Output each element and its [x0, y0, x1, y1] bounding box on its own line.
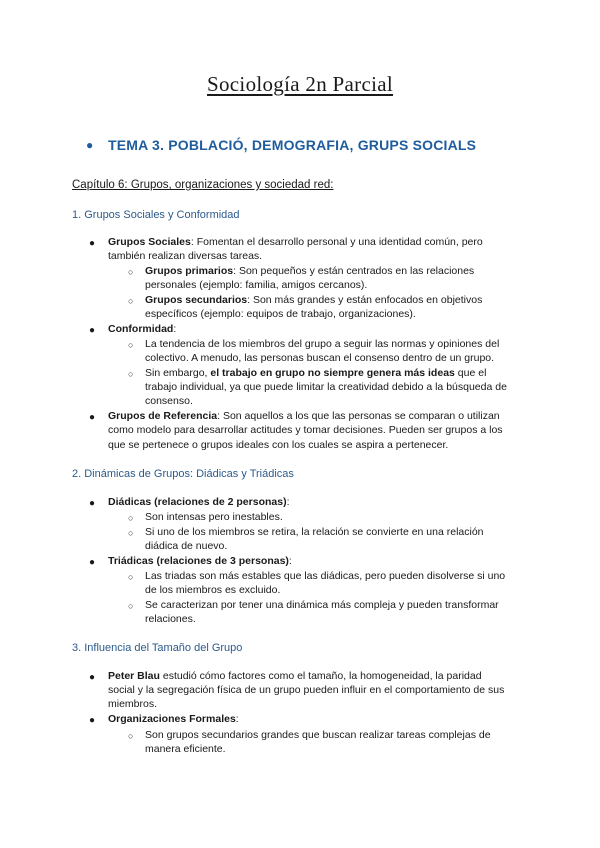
bullet-icon: ○ [128, 572, 134, 582]
section-heading: 2. Dinámicas de Grupos: Diádicas y Triádicas [72, 468, 294, 480]
list-item: Diádicas (relaciones de 2 personas): [108, 496, 290, 508]
tema-heading-text: TEMA 3. POBLACIÓ, DEMOGRAFIA, GRUPS SOCIALS [108, 137, 477, 153]
list-item-continuation: de los miembros es excluido. [145, 584, 281, 596]
document-title: Sociología 2n Parcial [207, 72, 393, 96]
bullet-icon: ○ [128, 296, 134, 306]
list-item-continuation: relaciones. [145, 613, 196, 625]
list-item: Grupos primarios: Son pequeños y están centrados en las relaciones [145, 265, 475, 277]
list-item-continuation: manera eficiente. [145, 743, 226, 755]
list-item: Grupos secundarios: Son más grandes y están enfocados en objetivos [145, 294, 483, 306]
list-item-continuation: diádica de nuevo. [145, 540, 228, 552]
bullet-icon: ○ [128, 601, 134, 611]
tema-heading [88, 137, 476, 153]
bullet-icon: ● [89, 325, 96, 336]
list-item: Sin embargo, el trabajo en grupo no siempre genera más ideas que el [145, 367, 487, 379]
list-item: Grupos Sociales: Fomentan el desarrollo personal y una identidad común, pero [108, 236, 483, 248]
list-item-continuation: miembros. [108, 698, 158, 710]
list-item-continuation: personales (ejemplo: familia, amigos cercanos). [145, 279, 368, 291]
list-item-continuation: que se pertenece o grupos ideales con los cuales se aspira a pertenecer. [108, 439, 449, 451]
bullet-icon: ○ [128, 340, 134, 350]
list-item-continuation: específicos (ejemplo: equipos de trabajo, organizaciones). [145, 308, 416, 320]
list-item-continuation: también realizan diversas tareas. [108, 250, 263, 262]
list-item: La tendencia de los miembros del grupo a seguir las normas y opiniones del [145, 338, 500, 350]
bullet-icon: ● [89, 412, 96, 423]
bullet-icon: ● [89, 672, 96, 683]
list-item: Triádicas (relaciones de 3 personas): [108, 555, 292, 567]
list-item: Conformidad: [108, 323, 177, 335]
list-item: Son intensas pero inestables. [145, 511, 283, 523]
section-heading: 1. Grupos Sociales y Conformidad [72, 209, 240, 221]
list-item: Peter Blau estudió cómo factores como el tamaño, la homogeneidad, la paridad [108, 670, 482, 682]
bullet-icon: ● [89, 557, 96, 568]
list-item: Las triadas son más estables que las diádicas, pero pueden disolverse si uno [145, 570, 506, 582]
bullet-icon: ● [89, 498, 96, 509]
section-heading: 3. Influencia del Tamaño del Grupo [72, 642, 243, 654]
bullet-icon: ○ [128, 369, 134, 379]
bullet-icon: ○ [128, 528, 134, 538]
list-item: Si uno de los miembros se retira, la relación se convierte en una relación [145, 526, 484, 538]
list-item-continuation: colectivo. A menudo, las personas buscan el consenso dentro de un grupo. [145, 352, 495, 364]
list-item-continuation: trabajo individual, ya que puede limitar la creatividad debido a la búsqueda de [145, 381, 507, 393]
chapter-heading: Capítulo 6: Grupos, organizaciones y sociedad red: [72, 179, 334, 191]
list-item-continuation: como modelo para desarrollar actitudes y tomar decisiones. Pueden ser grupos a los [108, 424, 503, 436]
bullet-icon: ○ [128, 513, 134, 523]
list-item-continuation: social y la segregación física de un grupo pueden influir en el comportamiento de sus [108, 684, 505, 696]
list-item: Grupos de Referencia: Son aquellos a los que las personas se comparan o utilizan [108, 410, 500, 422]
list-item: Se caracterizan por tener una dinámica más compleja y pueden transformar [145, 599, 499, 611]
list-item: Son grupos secundarios grandes que buscan realizar tareas complejas de [145, 729, 491, 741]
list-item: Organizaciones Formales: [108, 713, 239, 725]
bullet-icon: ● [89, 715, 96, 726]
list-item-continuation: consenso. [145, 395, 193, 407]
bullet-icon: ○ [128, 731, 134, 741]
bullet-icon: ○ [128, 267, 134, 277]
bullet-icon: ● [89, 238, 96, 249]
bullet-icon: ● [86, 138, 94, 152]
